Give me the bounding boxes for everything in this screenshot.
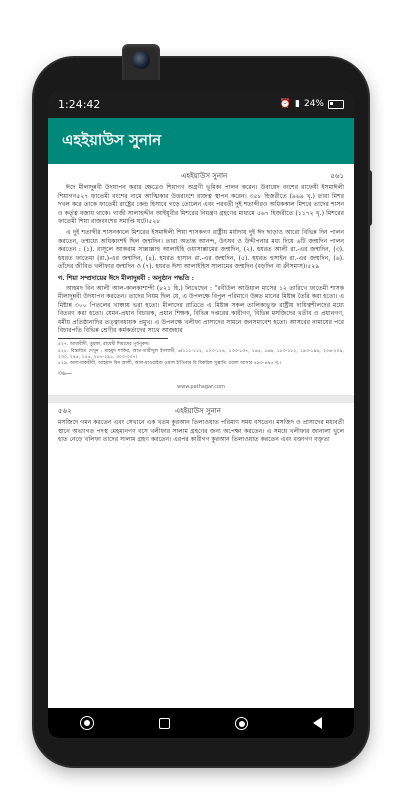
alarm-icon: ⏰ <box>279 99 292 109</box>
running-head: এহইয়াউস সুনান <box>174 406 221 415</box>
clock: 1:24:42 <box>58 97 101 111</box>
app-bar <box>48 118 354 164</box>
status-bar <box>48 90 354 118</box>
paragraph: আহমদ বিন আলী আল-কালকাশান্দী (৮২১ হি.) লিখেছেন : “রবীউল আউয়াল মাসের ১২ তারিখে ফাতেমী শাসক মীলাদুন্নবী উদযাপন করতেন। তাদের নিয়ম ছিল যে, এ উপলক্ষে বিপুল পরিমাণে উন্নত মানের মিষ্টান্ন তৈরি করা হতো। এ মিষ্টান্ন ৩০০ পিতলের খাঞ্চায় ভরা হতো। মীলাদের রাত্রিতে এ মিষ্টান্ন সকল তালিকাভুক্ত রাষ্ট্রীয় দায়িত্বশীলদের মধ্যে বিতরণ করা হতো। যেমন-প্রধান বিচারক, প্রধান শিক্ষক, বিভিন্ন দপ্তরের কারীগণ, বিভিন্ন মসজিদের খতীব ও প্রধানগণ, ধর্মীয় প্রতিষ্ঠানাদির তত্ত্বাবধায়ক প্রমুখ। এ উপলক্ষে খলীফা প্রাসাদের সামনে জনসমাবেশ হতো। আসরের নামাযের পরে বিচারপতি বিভিন্ন শ্রেণীর কর্মকর্তাদের সাথে আজহার <box>58 284 344 334</box>
book-page-viewer[interactable] <box>48 164 354 738</box>
paragraph: এ দুই শতাব্দীর শাসনকালে মিশরের ইসমাঈলী শিয়া শাসকগণ রাষ্ট্রীয় মর্যাদায় দুই ঈদ ছাড়াও আরো বিভিন্ন দিন পালন করতেন, তন্মধ্যে অধিকাংশই ছিল জন্মদিন। তারা অত্যন্ত আনন্দ, উৎসব ও উদ্দীপনার মধ্য দিয়ে ৬টি জন্মদিন পালন করতেন : (১). রাসূলে আকরাম সাল্লাল্লাহু আলাইহি ওয়াসাল্লামের জন্মদিন, (২). হযরত আলী রা.-এর জন্মদিন, (৩). হযরত ফাতেমা (রা.)-এর জন্মদিন, (৪). হযরত হাসান রা.-এর জন্মদিন, (৫). হযরত হুসাইন রা.-এর জন্মদিন, (৬). তাঁদের জীবিত খলীফার জন্মদিন ও (৭). হযরত ঈসা আলাইহিস সালামের জন্মদিন (বড়দিন বা ক্রীসমাস)।৫২৯ <box>58 229 344 271</box>
running-header <box>58 172 344 180</box>
screen <box>48 90 354 738</box>
footnote-divider <box>58 338 168 339</box>
back-icon[interactable] <box>313 717 322 729</box>
footnote: ৫২৭. আবাবীদী, তুহফা, রাযেমী শিয়াদের পূর্বপুরুষ। <box>58 342 150 348</box>
book-text <box>58 170 344 448</box>
footnote: ৫২৯. আল-মাকরীযী, আহমাদ বিন আলী, আল-মাওয়াইজ ওয়াল ই'তিবার বি যিকরিল খুত্বাতি ওয়াল আসার ৪৯০-৪৯৫ পৃ.। <box>58 360 282 366</box>
signal-icon: ▮ <box>295 99 300 109</box>
battery-icon <box>328 100 344 109</box>
running-head: এহইয়াউস সুনান <box>181 172 228 180</box>
app-title: এহইয়াউস সুনান <box>62 130 162 149</box>
section-heading: গ. শিয়া সম্প্রদায়ের ঈদে মীলাদুন্নবী : অনুষ্ঠান পদ্ধতি : <box>58 274 194 283</box>
home-icon[interactable] <box>235 717 248 730</box>
recents-icon[interactable] <box>159 718 170 729</box>
source-url: www.pathagar.com <box>177 383 225 390</box>
footnote: ৫২৮. বিস্তারিত দেখুন : মাহমুদ শাকির, আত-তারীখুল ইসলামী, ৬/১১১-১১২, ১২৩-১২৪, ১৩৩-১৩৭, ১৬৫, ১৬৬, ১৮০-১৮২, ১৯৩-১৯৬, ২০৬-২০৯, ২৩০, ২৪৫, ২৫৫, ২৮৭-২৯১, ৩০০-৩০৭। <box>58 348 344 360</box>
paragraph: মসজিদে গমন করতেন এবং সেখানে এক খতম কুরআন তিলাওয়াত পরিমাণ সময় বসতেন। মসজিদ ও প্রাসাদের মধ্যবর্তী স্থানে অভ্যাগত পদস্থ মেহমানগণ বসে খলীফার সালাম গ্রহণের জন্য অপেক্ষা করতেন। এ সময়ে খলীফার জানালা খুলে হাত নেড়ে খলিফা তাদের সালাম গ্রহণ করতেন। এরপর কারীগণ কুরআন তিলাওয়াত করতেন এবং বক্তাগণ বক্তৃতা <box>58 419 344 444</box>
side-button <box>368 170 372 226</box>
assistant-icon[interactable] <box>80 716 94 730</box>
page-number: ৫৬১ <box>330 172 344 180</box>
camera-lens-icon <box>132 51 150 69</box>
page-separator <box>48 395 354 403</box>
running-header <box>58 407 344 415</box>
paragraph: ঈদে মীলাদুন্নবী উদযাপন করার ক্ষেত্রেও শিয়াগণ অগ্রণী ভূমিকা পালন করেন। উবায়েদ বংশের রাফেযী ইসমাঈলী শিয়াগণ৫২৭ ফাতেমী বংশের নামে আত্মিকার উত্তরাংশে রাজত্ব স্থাপন করেন। ৩৫৮ হিজরীতে (৯৬৯ খৃ.) তারা মিশর দখল করে তাকে ফাতেমী রাষ্ট্রের কেন্দ্র হিসাবে গড়ে তোলেন এবং পরবর্তী দুই শতাব্দীরও অধিককাল মিশরে তাদের শাসন ও কর্তৃত্ব বজায় থাকে। গাজী সালাহুদ্দীন আইয়ূবীর মিশরের নিয়ন্ত্রণ গ্রহণের মাধ্যমে ৫৬৭ হিজরীতে (১১৭২ খৃ.) মিশরের ফাতেমী শিয়া রাজবংশের সমাপ্তি ঘটে।৫২৮ <box>58 184 344 226</box>
page-number: ৫৬২ <box>58 406 72 415</box>
page-end-mark: ৩৬— <box>58 370 72 378</box>
battery-percent: 24% <box>303 99 324 109</box>
navigation-bar <box>48 708 354 738</box>
popup-camera <box>122 44 160 80</box>
